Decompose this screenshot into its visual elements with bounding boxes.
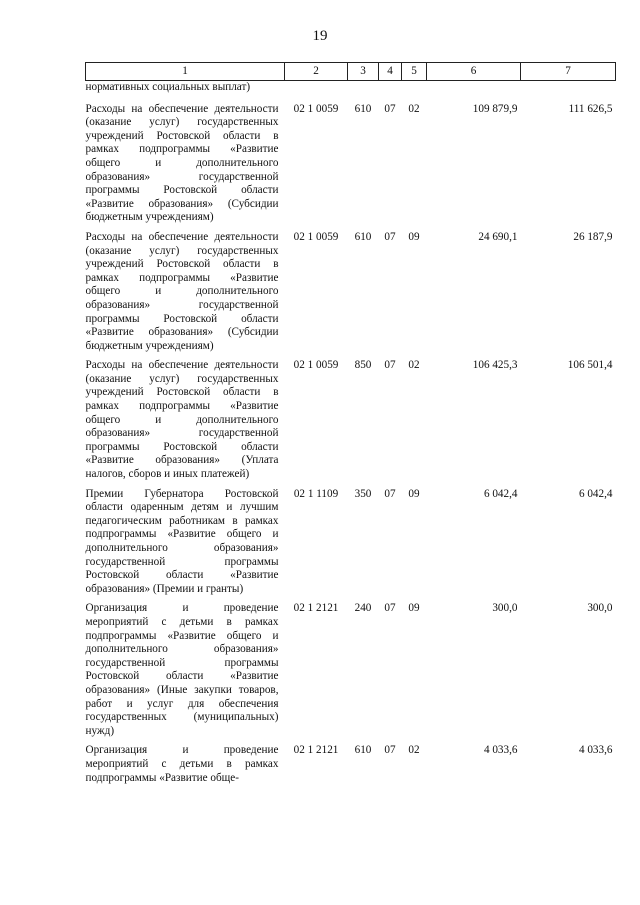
expense-name: Расходы на обеспечение деятельности (оказание услуг) государственных учреждений Ростовской области в рамках подпрограммы «Развитие общего и дополнительного образования» государственной программы Ростовской области «Развитие образования» (Субсидии бюджетным учреждениям): [85, 102, 279, 224]
expense-type-code: 850: [354, 359, 372, 372]
amount-year-2: 26 187,9: [573, 230, 613, 243]
section-code: 07: [384, 744, 396, 757]
target-article-code: 02 1 0059: [293, 359, 339, 372]
column-header: 6: [427, 63, 521, 81]
amount-year-2: 106 501,4: [567, 359, 613, 372]
expense-name: Расходы на обеспечение деятельности (оказание услуг) государственных учреждений Ростовской области в рамках подпрограммы «Развитие общего и дополнительного образования» государственной программы Ростовской области «Развитие образования» (Уплата налогов, сборов и иных платежей): [85, 359, 279, 481]
subsection-code: 02: [408, 359, 420, 372]
column-header: 1: [86, 63, 285, 81]
column-header: 3: [348, 63, 379, 81]
table-row: [86, 744, 616, 791]
header-row: [86, 63, 616, 81]
expense-type-code: 610: [354, 230, 372, 243]
expense-name: Организация и проведение мероприятий с детьми в рамках подпрограммы «Развитие обще-: [85, 744, 279, 784]
section-code: 07: [384, 602, 396, 615]
expense-type-code: 350: [354, 487, 372, 500]
expense-type-code: 610: [354, 744, 372, 757]
subsection-code: 09: [408, 487, 420, 500]
table-row: [86, 103, 616, 231]
page-number: 19: [312, 28, 328, 44]
carryover-text: нормативных социальных выплат): [85, 81, 251, 93]
expense-name: Расходы на обеспечение деятельности (оказание услуг) государственных учреждений Ростовской области в рамках подпрограммы «Развитие общего и дополнительного образования» государственной программы Ростовской области «Развитие образования» (Субсидии бюджетным учреждениям): [85, 230, 279, 352]
table-row: [86, 231, 616, 359]
section-code: 07: [384, 487, 396, 500]
budget-table: [85, 62, 616, 791]
subsection-code: 02: [408, 744, 420, 757]
amount-year-2: 6 042,4: [578, 487, 613, 500]
target-article-code: 02 1 0059: [293, 230, 339, 243]
section-code: 07: [384, 230, 396, 243]
section-code: 07: [384, 102, 396, 115]
column-header: 4: [379, 63, 402, 81]
amount-year-1: 24 690,1: [478, 230, 518, 243]
subsection-code: 09: [408, 602, 420, 615]
amount-year-2: 4 033,6: [578, 744, 613, 757]
amount-year-1: 109 879,9: [472, 102, 518, 115]
table-row: [86, 602, 616, 744]
subsection-code: 09: [408, 230, 420, 243]
amount-year-1: 300,0: [492, 602, 518, 615]
table-row: [86, 488, 616, 603]
amount-year-2: 300,0: [587, 602, 613, 615]
target-article-code: 02 1 2121: [293, 602, 339, 615]
column-header: 7: [521, 63, 616, 81]
section-code: 07: [384, 359, 396, 372]
amount-year-1: 4 033,6: [483, 744, 518, 757]
expense-type-code: 610: [354, 102, 372, 115]
carryover-row: [86, 81, 616, 103]
column-header: 2: [285, 63, 348, 81]
table-body: [86, 81, 616, 792]
target-article-code: 02 1 1109: [293, 487, 339, 500]
target-article-code: 02 1 2121: [293, 744, 339, 757]
expense-name: Организация и проведение мероприятий с детьми в рамках подпрограммы «Развитие общего и дополнительного образования» государственной программы Ростовской области «Развитие образования» (Иные закупки товаров, работ и услуг для обеспечения государственных (муниципальных) нужд): [85, 602, 279, 737]
amount-year-2: 111 626,5: [568, 102, 613, 115]
target-article-code: 02 1 0059: [293, 102, 339, 115]
table-header: [86, 63, 616, 81]
expense-type-code: 240: [354, 602, 372, 615]
table-row: [86, 359, 616, 487]
expense-name: Премии Губернатора Ростовской области одаренным детям и лучшим педагогическим работникам в рамках подпрограммы «Развитие общего и дополнительного образования» государственной программы Ростовской области «Развитие образования» (Премии и гранты): [85, 487, 279, 595]
amount-year-1: 106 425,3: [472, 359, 518, 372]
column-header: 5: [402, 63, 427, 81]
subsection-code: 02: [408, 102, 420, 115]
amount-year-1: 6 042,4: [483, 487, 518, 500]
